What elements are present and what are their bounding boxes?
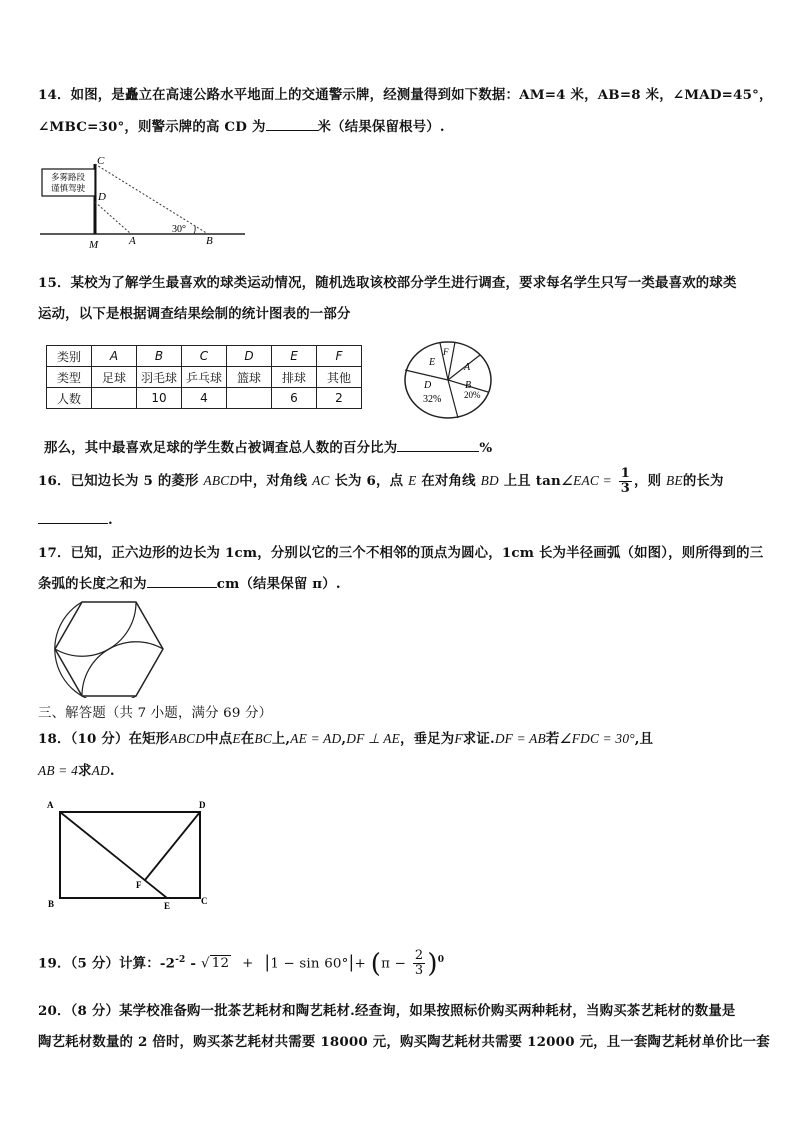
sign-text-1: 多雾路段 [50,172,86,182]
pie-label-e: E [429,357,436,368]
q20-line2: 陶艺耗材数量的 2 倍时，购买茶艺耗材共需要 18000 元，购买陶艺耗材共需要 12000 元，且一套陶艺耗材单价比一套 [38,1034,770,1050]
fig-label-e: E [164,901,171,911]
q18-bc: BC [254,731,272,746]
q16-t6: 的长为 [682,473,724,489]
fig-label-a: A [47,800,54,810]
q16-answer-blank[interactable] [38,511,108,524]
q19-fraction [413,949,425,978]
q16-fraction [619,467,632,496]
q19-frac-num: 2 [414,948,424,964]
q16-eac: ∠EAC = [560,473,612,488]
table-cell: 乒乓球 [182,367,227,388]
q16-e: E [408,473,417,488]
table-cell: 6 [272,388,317,409]
q18-ae-ad: AE = AD [290,731,342,746]
q18-line1 [38,728,653,747]
q18-abcd: ABCD [169,731,206,746]
q14-figure [38,152,253,256]
pie-label-d-pct: 32% [423,394,442,405]
table-cell: 其他 [317,367,362,388]
q19-abs-left: | [264,952,271,973]
q18-prefix: 18．（10 分）在矩形 [38,731,170,747]
q18-ad: AD [91,763,110,778]
q15-stat-table [46,345,362,409]
q15-answer-blank[interactable] [397,439,479,452]
q19-sqrt: √ 12 [201,956,230,972]
table-cell: D [227,346,272,367]
q18-f: F [454,731,463,746]
q17-line1: 17．已知，正六边形的边长为 1cm，分别以它的三个不相邻的顶点为圆心，1cm 长为半径画弧（如图），则所得到的三 [38,545,764,561]
q19-line [38,945,444,979]
q14-line2 [38,116,445,135]
q19-exp: -2 [175,955,186,965]
table-cell: 10 [137,388,182,409]
q16-frac-den: 3 [620,481,630,496]
line-cb [95,164,208,234]
fig-label-d: D [199,800,206,810]
q16-abcd: ABCD [203,473,240,488]
q14-answer-blank[interactable] [266,118,318,131]
q15-line1: 15．某校为了解学生最喜欢的球类运动情况，随机选取该校部分学生进行调查，要求每名学生只写一类最喜欢的球类 [38,275,737,291]
q19-abs-right: | [348,952,355,973]
q19-paren-left: ( [370,948,382,979]
fig-label-f: F [136,880,142,890]
table-cell: E [272,346,317,367]
q18-df-ae: DF ⊥ AE [346,731,400,746]
q18-fdc: ∠FDC = 30° [559,731,635,746]
q19-prefix: 19．（5 分）计算：-2 [38,955,176,972]
table-cell: A [92,346,137,367]
table-cell: 2 [317,388,362,409]
q19-pi-minus: π − [381,956,407,972]
section-3-heading: 三、解答题（共 7 小题，满分 69 分） [38,706,273,721]
q17-line2-text-a: 条弧的长度之和为 [38,576,147,592]
pie-label-b: B [465,380,472,391]
table-cell: 类型 [47,367,92,388]
label-b: B [206,235,213,247]
q16-be: BE [666,473,683,488]
q19-minus: - [185,955,202,972]
table-cell: 人数 [47,388,92,409]
q18-t2: 在 [240,731,255,747]
q16-t3: 在对角线 [421,473,476,489]
q15-line3-text-b: % [479,440,493,456]
q16-frac-num: 1 [620,466,630,481]
table-cell: 类别 [47,346,92,367]
label-c: C [97,155,105,167]
fig-label-b: B [48,899,55,909]
q14-line2-text-b: 米（结果保留根号）. [317,119,445,135]
q19-abs-inner: 1 − sin 60° [270,956,349,972]
q18-t9: 求 [78,763,92,779]
pie-label-d: D [424,380,432,391]
q16-ac: AC [312,473,330,488]
q16-line2 [38,511,113,528]
angle-arc [194,226,195,234]
q16-t4: 上且 tan [503,473,561,489]
table-row [47,367,362,388]
q16-t1: 中，对角线 [239,473,308,489]
q18-t1: 中点 [205,731,233,747]
q16-prefix: 16．已知边长为 5 的菱形 [38,473,199,489]
q18-t7: 若 [545,731,560,747]
q18-rectangle-figure [42,796,222,914]
table-cell [92,388,137,409]
segment-df [145,812,200,880]
table-row [47,346,362,367]
pie-label-b-pct: 20% [464,390,481,400]
q19-plus1: + [242,956,254,972]
table-row [47,388,362,409]
q19-sqrt-arg: 12 [211,956,230,972]
q18-t10: . [109,763,115,779]
q15-line3-text-a: 那么，其中最喜欢足球的学生数占被调查总人数的百分比为 [44,440,398,456]
q19-frac-den: 3 [414,963,424,979]
pie-label-a: A [464,362,471,373]
table-cell: 排球 [272,367,317,388]
table-cell [227,388,272,409]
pie-label-f: F [443,347,449,357]
q18-t8: ,且 [634,731,654,747]
line-da [95,202,131,234]
q19-plus2: + [354,956,366,972]
q18-t6: 求证. [462,731,495,747]
q16-end: . [108,512,113,528]
table-cell: 篮球 [227,367,272,388]
q18-e: E [232,731,241,746]
sign-text-2: 谨慎驾驶 [50,183,86,193]
label-d: D [98,191,106,203]
q17-line2-text-b: cm（结果保留 π）. [216,576,341,592]
q20-line1: 20．（8 分）某学校准备购一批茶艺耗材和陶艺耗材.经查询，如果按照标价购买两种耗材，当购买茶艺耗材的数量是 [38,1003,736,1019]
q19-zero: 0 [437,955,445,965]
q18-line2 [38,760,115,779]
q17-line2 [38,573,341,592]
q18-ab4: AB = 4 [38,763,78,778]
label-m: M [89,239,99,251]
table-cell: F [317,346,362,367]
q18-t5: ，垂足为 [400,731,455,747]
q18-df-ab: DF = AB [494,731,546,746]
q15-line3 [44,437,492,456]
q17-answer-blank[interactable] [147,575,217,588]
q16-line1 [38,466,724,496]
q14-line2-text-a: ∠MBC=30°，则警示牌的高 CD 为 [38,119,266,135]
q16-t2: 长为 6，点 [334,473,404,489]
q16-bd: BD [480,473,499,488]
angle-30-label: 30° [172,224,186,235]
table-cell: 4 [182,388,227,409]
segment-ae [60,812,167,898]
q14-line1: 14．如图，是矗立在高速公路水平地面上的交通警示牌，经测量得到如下数据：AM=4 米，AB=8 米，∠MAD=45°， [38,87,773,103]
table-cell: B [137,346,182,367]
table-cell: 足球 [92,367,137,388]
rectangle-abcd [60,812,200,898]
q15-pie-chart [400,340,500,422]
q17-hexagon-figure [52,600,166,698]
table-cell: 羽毛球 [137,367,182,388]
q18-t4: , [341,731,347,747]
q19-paren-right: ) [427,948,438,979]
q15-line2: 运动，以下是根据调查结果绘制的统计图表的一部分 [38,306,351,322]
label-a: A [129,235,136,247]
table-cell: C [182,346,227,367]
q18-t3: 上, [271,731,291,747]
q16-t5: ，则 [633,473,662,489]
fig-label-c: C [201,896,208,906]
